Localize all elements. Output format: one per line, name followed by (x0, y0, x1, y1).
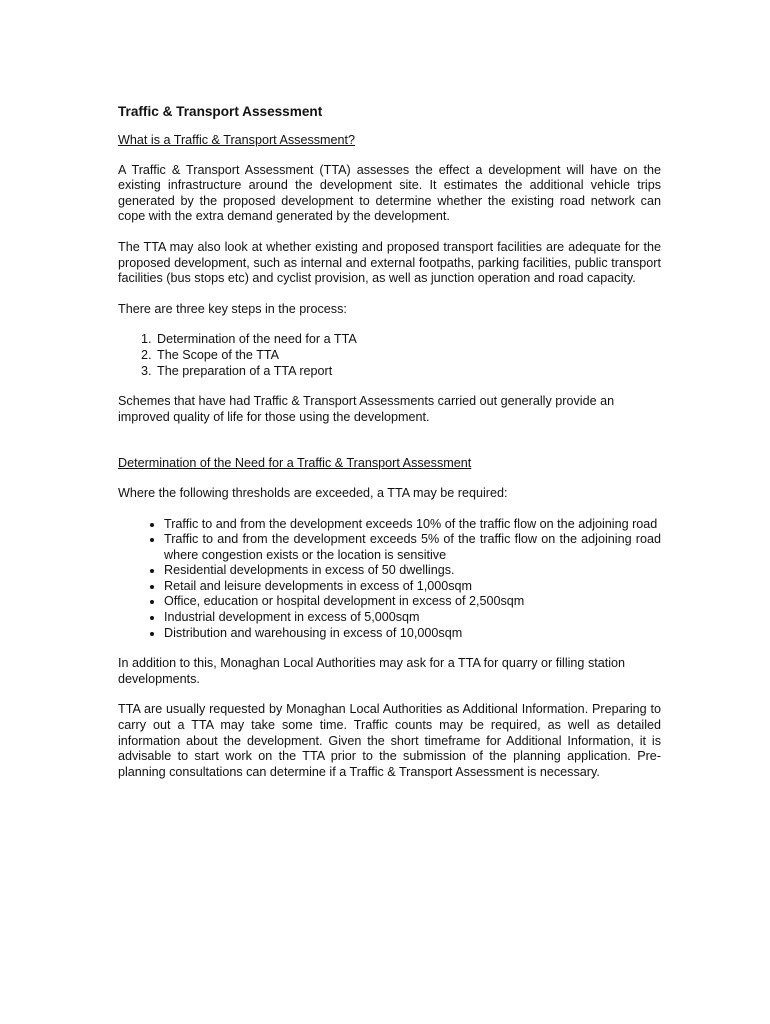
section1-paragraph-2: The TTA may also look at whether existing and proposed transport facilities are adequate for the proposed development, such as internal and external footpaths, parking facilities, public transport facilities (bus stops etc) and cyclist provision, as well as junction operation and road capacity. (118, 239, 661, 286)
document-page (118, 103, 661, 795)
thresholds-list (118, 517, 661, 642)
section1-heading: What is a Traffic & Transport Assessment? (118, 133, 356, 147)
list-item: • Office, education or hospital development in excess of 2,500sqm (164, 594, 661, 610)
document-title: Traffic & Transport Assessment (118, 104, 323, 119)
list-item: 1. Determination of the need for a TTA (155, 332, 661, 348)
list-item: 2. The Scope of the TTA (155, 348, 661, 364)
steps-list (118, 332, 661, 379)
list-item: • Traffic to and from the development exceeds 10% of the traffic flow on the adjoining road (164, 517, 661, 533)
list-item: 3. The preparation of a TTA report (155, 364, 661, 380)
list-item: • Industrial development in excess of 5,000sqm (164, 610, 661, 626)
section1-paragraph-3: There are three key steps in the process: (118, 301, 347, 316)
list-item: • Distribution and warehousing in excess of 10,000sqm (164, 626, 661, 642)
section-spacer (118, 440, 661, 456)
section1-paragraph-4: Schemes that have had Traffic & Transport Assessments carried out generally provide an improved quality of life for those using the development. (118, 394, 615, 424)
section1-paragraph-1: A Traffic & Transport Assessment (TTA) assesses the effect a development will have on the existing infrastructure around the development site. It estimates the additional vehicle trips generated by the proposed development to determine whether the existing road network can cope with the extra demand generated by the development. (118, 162, 661, 224)
section2-paragraph-1: In addition to this, Monaghan Local Authorities may ask for a TTA for quarry or filling station developments. (118, 656, 626, 686)
list-item: • Traffic to and from the development exceeds 5% of the traffic flow on the adjoining road where congestion exists or the location is sensitive (164, 532, 661, 563)
section2-paragraph-2: TTA are usually requested by Monaghan Local Authorities as Additional Information. Preparing to carry out a TTA may take some time. Traffic counts may be required, as well as detailed information about the development. Given the short timeframe for Additional Information, it is advisable to start work on the TTA prior to the submission of the planning application. Pre-planning consultations can determine if a Traffic & Transport Assessment is necessary. (118, 702, 661, 779)
section2-intro: Where the following thresholds are exceeded, a TTA may be required: (118, 485, 508, 500)
list-item: • Retail and leisure developments in excess of 1,000sqm (164, 579, 661, 595)
list-item: • Residential developments in excess of 50 dwellings. (164, 563, 661, 579)
section2-heading: Determination of the Need for a Traffic & Transport Assessment (118, 456, 472, 471)
